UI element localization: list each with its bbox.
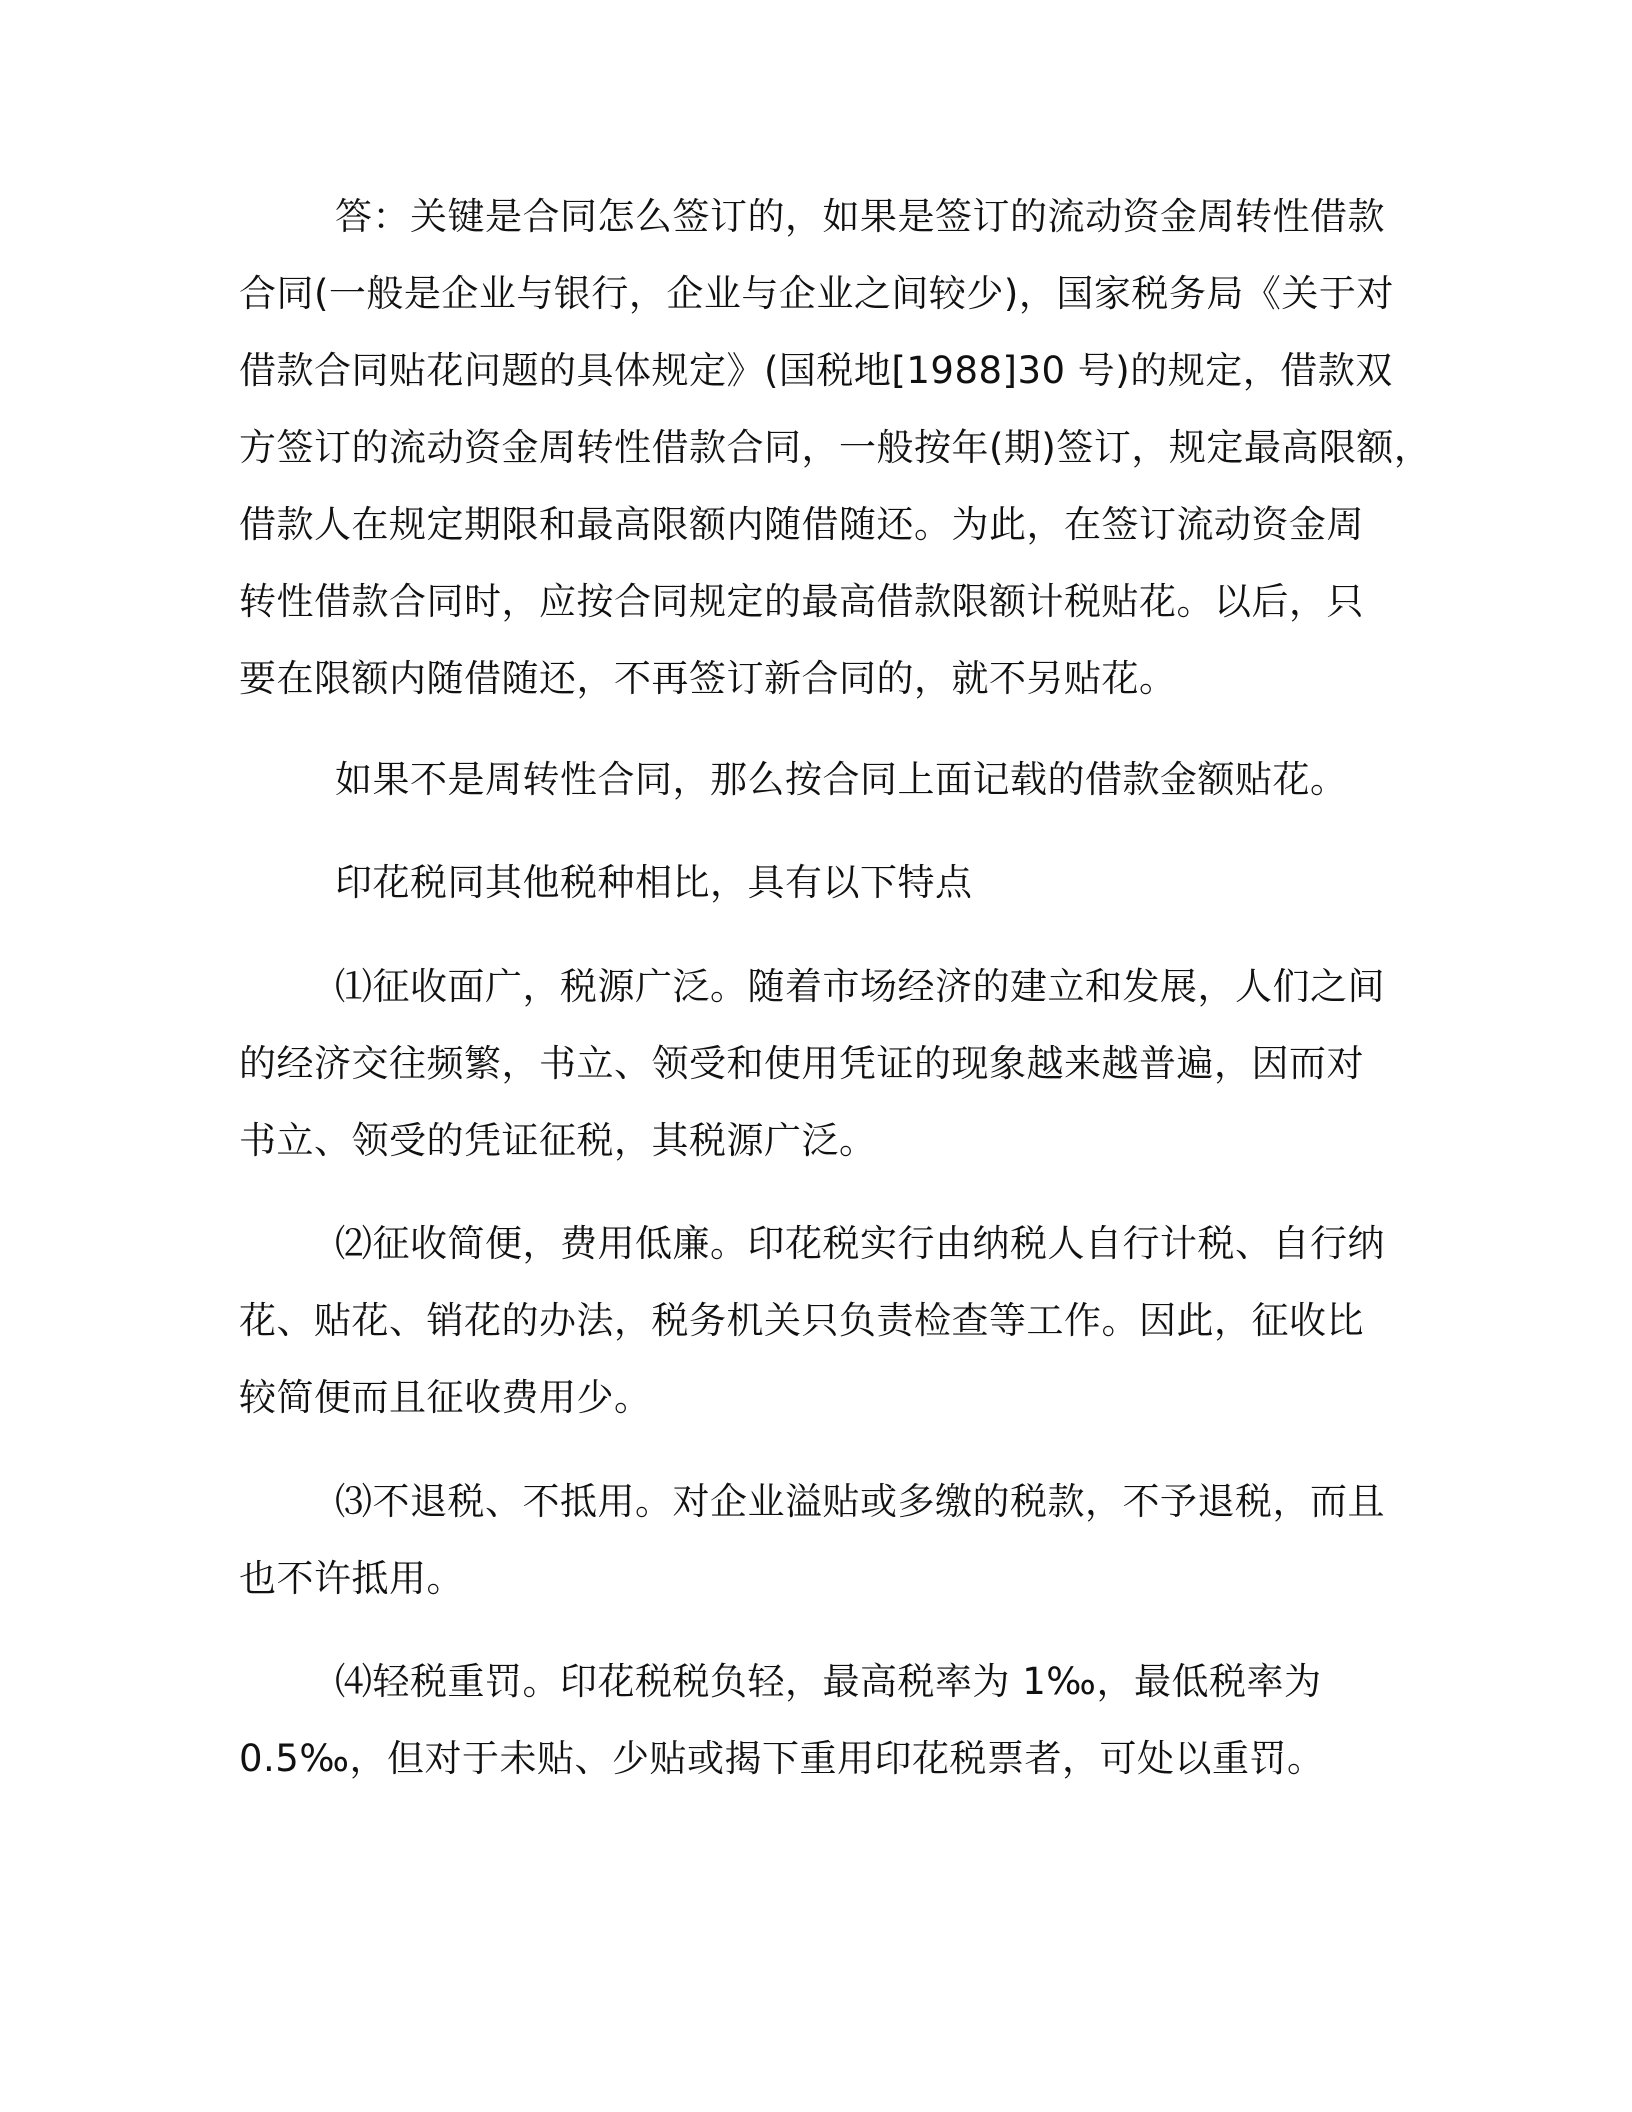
text-line: 的经济交往频繁，书立、领受和使用凭证的现象越来越普遍，因而对 [239,1042,1364,1085]
text-line: 花、贴花、销花的办法，税务机关只负责检查等工作。因此，征收比 [239,1299,1364,1342]
feature-3-paragraph [239,1463,1409,1617]
text-line: ⑴征收面广，税源广泛。随着市场经济的建立和发展，人们之间 [335,965,1385,1008]
text-line: 借款合同贴花问题的具体规定》(国税地[1988]30 号)的规定，借款双 [239,349,1393,392]
text-line: 也不许抵用。 [239,1557,464,1600]
non-revolving-paragraph [239,741,1409,818]
text-line: ⑶不退税、不抵用。对企业溢贴或多缴的税款，不予退税，而且 [335,1480,1385,1523]
text-line: 答：关键是合同怎么签订的，如果是签订的流动资金周转性借款 [335,195,1385,238]
features-intro-paragraph [239,844,1409,921]
text-line: ⑵征收简便，费用低廉。印花税实行由纳税人自行计税、自行纳 [335,1222,1385,1265]
text-line: 0.5‰，但对于未贴、少贴或揭下重用印花税票者，可处以重罚。 [239,1737,1325,1780]
answer-paragraph [239,178,1432,717]
text-line: 转性借款合同时，应按合同规定的最高借款限额计税贴花。以后，只 [239,580,1364,623]
feature-4-paragraph [239,1643,1409,1797]
text-line: 借款人在规定期限和最高限额内随借随还。为此，在签订流动资金周 [239,503,1364,546]
text-line: 如果不是周转性合同，那么按合同上面记载的借款金额贴花。 [335,758,1348,801]
text-line: 较简便而且征收费用少。 [239,1376,652,1419]
text-line: 方签订的流动资金周转性借款合同，一般按年(期)签订，规定最高限额， [239,426,1432,469]
feature-1-paragraph [239,948,1409,1179]
feature-2-paragraph [239,1205,1409,1436]
text-line: 要在限额内随借随还，不再签订新合同的，就不另贴花。 [239,657,1177,700]
text-line: ⑷轻税重罚。印花税税负轻，最高税率为 1‰，最低税率为 [335,1660,1322,1703]
text-line: 书立、领受的凭证征税，其税源广泛。 [239,1119,877,1162]
text-line: 印花税同其他税种相比，具有以下特点 [335,861,973,904]
text-line: 合同(一般是企业与银行，企业与企业之间较少)，国家税务局《关于对 [239,272,1394,315]
